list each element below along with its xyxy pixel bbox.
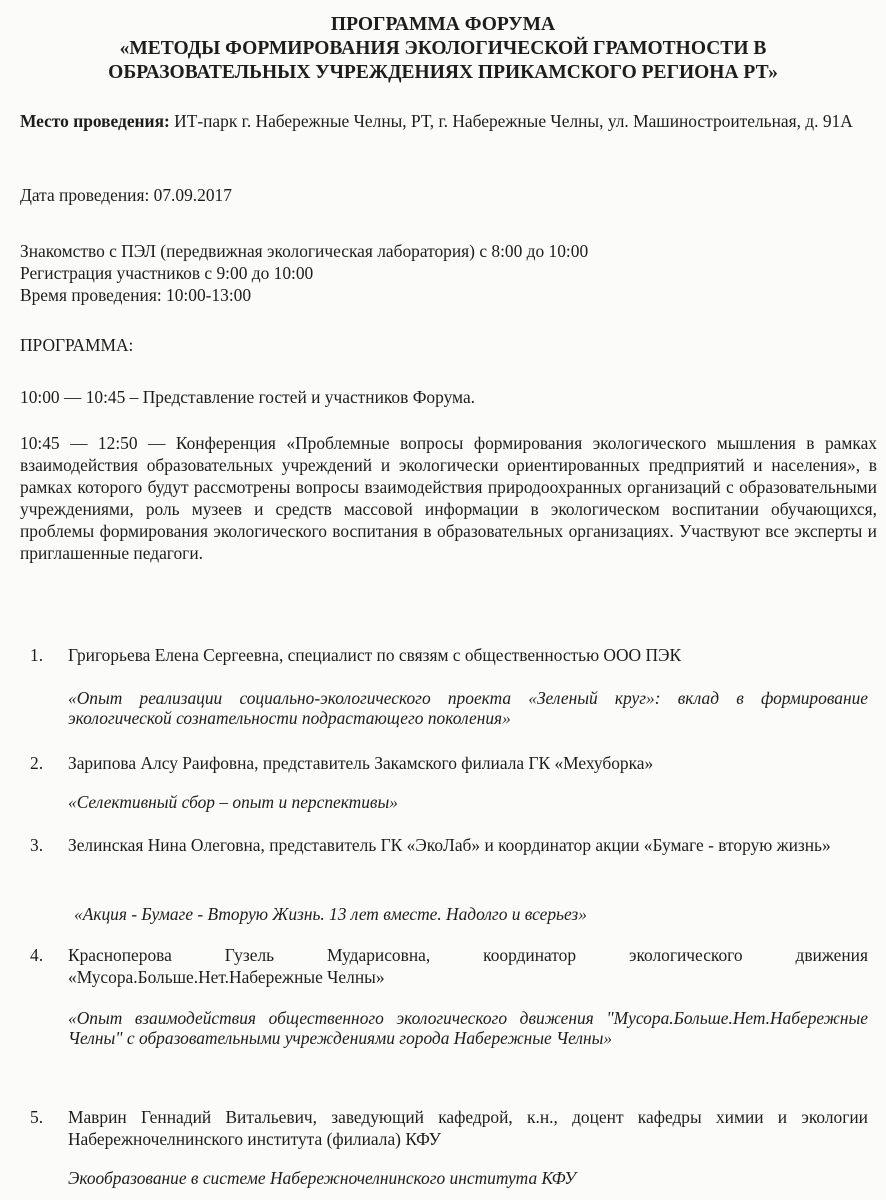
speaker-number: 2. [30, 753, 44, 773]
document-title [0, 13, 886, 85]
venue-label: Место проведения: [20, 111, 170, 131]
venue-value: ИТ-парк г. Набережные Челны, РТ, г. Набережные Челны, ул. Машиностроительная, д. 91А [174, 111, 853, 131]
speaker-topic: «Опыт реализации социально-экологического проекта «Зеленый круг»: вклад в формирование экологической сознательности подрастающего поколения» [68, 688, 868, 728]
speaker-number: 3. [30, 835, 44, 855]
venue-paragraph [20, 110, 877, 132]
speaker-item [30, 834, 868, 856]
speaker-item [30, 944, 868, 988]
speaker-item [30, 644, 868, 666]
speaker-number: 1. [30, 645, 44, 665]
program-heading: ПРОГРАММА: [20, 335, 134, 355]
schedule-lab: Знакомство с ПЭЛ (передвижная экологическая лаборатория) с 8:00 до 10:00 [20, 241, 589, 261]
program-block-1: 10:00 — 10:45 – Представление гостей и участников Форума. [20, 387, 476, 407]
title-line-1: ПРОГРАММА ФОРУМА [330, 14, 556, 35]
program-block-2: 10:45 — 12:50 — Конференция «Проблемные вопросы формирования экологического мышления в рамках взаимодействия образовательных учреждений и экологически ориентированных предприятий и населения», в рамках которого будут рассмотрены вопросы взаимодействия природоохранных организаций с образовательными учреждениями, роль музеев и средств массовой информации в экологическом воспитании обучающихся, проблемы формирования экологического воспитания в образовательных организациях. Участвуют все эксперты и приглашенные педагоги. [20, 433, 877, 563]
speaker-item [30, 1106, 868, 1150]
speaker-topic: «Опыт взаимодействия общественного экологического движения "Мусора.Больше.Нет.Набережные Челны" с образовательными учреждениями города Набережные Челны» [68, 1008, 868, 1048]
schedule-registration: Регистрация участников с 9:00 до 10:00 [20, 263, 314, 283]
speaker-person: Красноперова Гузель Мударисовна, координатор экологического движения «Мусора.Больше.Нет.Набережные Челны» [68, 945, 868, 987]
speaker-number: 5. [30, 1107, 44, 1127]
speaker-person: Зелинская Нина Олеговна, представитель ГК «ЭкоЛаб» и координатор акции «Бумаге - вторую жизнь» [68, 835, 831, 855]
speaker-topic: Экообразование в системе Набережночелнинского института КФУ [68, 1168, 576, 1188]
speaker-person: Григорьева Елена Сергеевна, специалист по связям с общественностью ООО ПЭК [68, 645, 682, 665]
speaker-person: Зарипова Алсу Раифовна, представитель Закамского филиала ГК «Мехуборка» [68, 753, 654, 773]
speaker-topic: «Селективный сбор – опыт и перспективы» [68, 792, 398, 812]
speaker-number: 4. [30, 945, 44, 965]
schedule-time: Время проведения: 10:00-13:00 [20, 285, 252, 305]
speaker-person: Маврин Геннадий Витальевич, заведующий кафедрой, к.н., доцент кафедры химии и экологии Набережночелнинского института (филиала) КФУ [68, 1107, 868, 1149]
title-line-3: ОБРАЗОВАТЕЛЬНЫХ УЧРЕЖДЕНИЯХ ПРИКАМСКОГО РЕГИОНА РТ» [108, 62, 778, 83]
title-line-2: «МЕТОДЫ ФОРМИРОВАНИЯ ЭКОЛОГИЧЕСКОЙ ГРАМОТНОСТИ В [119, 38, 767, 59]
speaker-topic: «Акция - Бумаге - Вторую Жизнь. 13 лет вместе. Надолго и всерьез» [74, 904, 587, 924]
event-date: Дата проведения: 07.09.2017 [20, 185, 232, 205]
speaker-item [30, 752, 868, 774]
